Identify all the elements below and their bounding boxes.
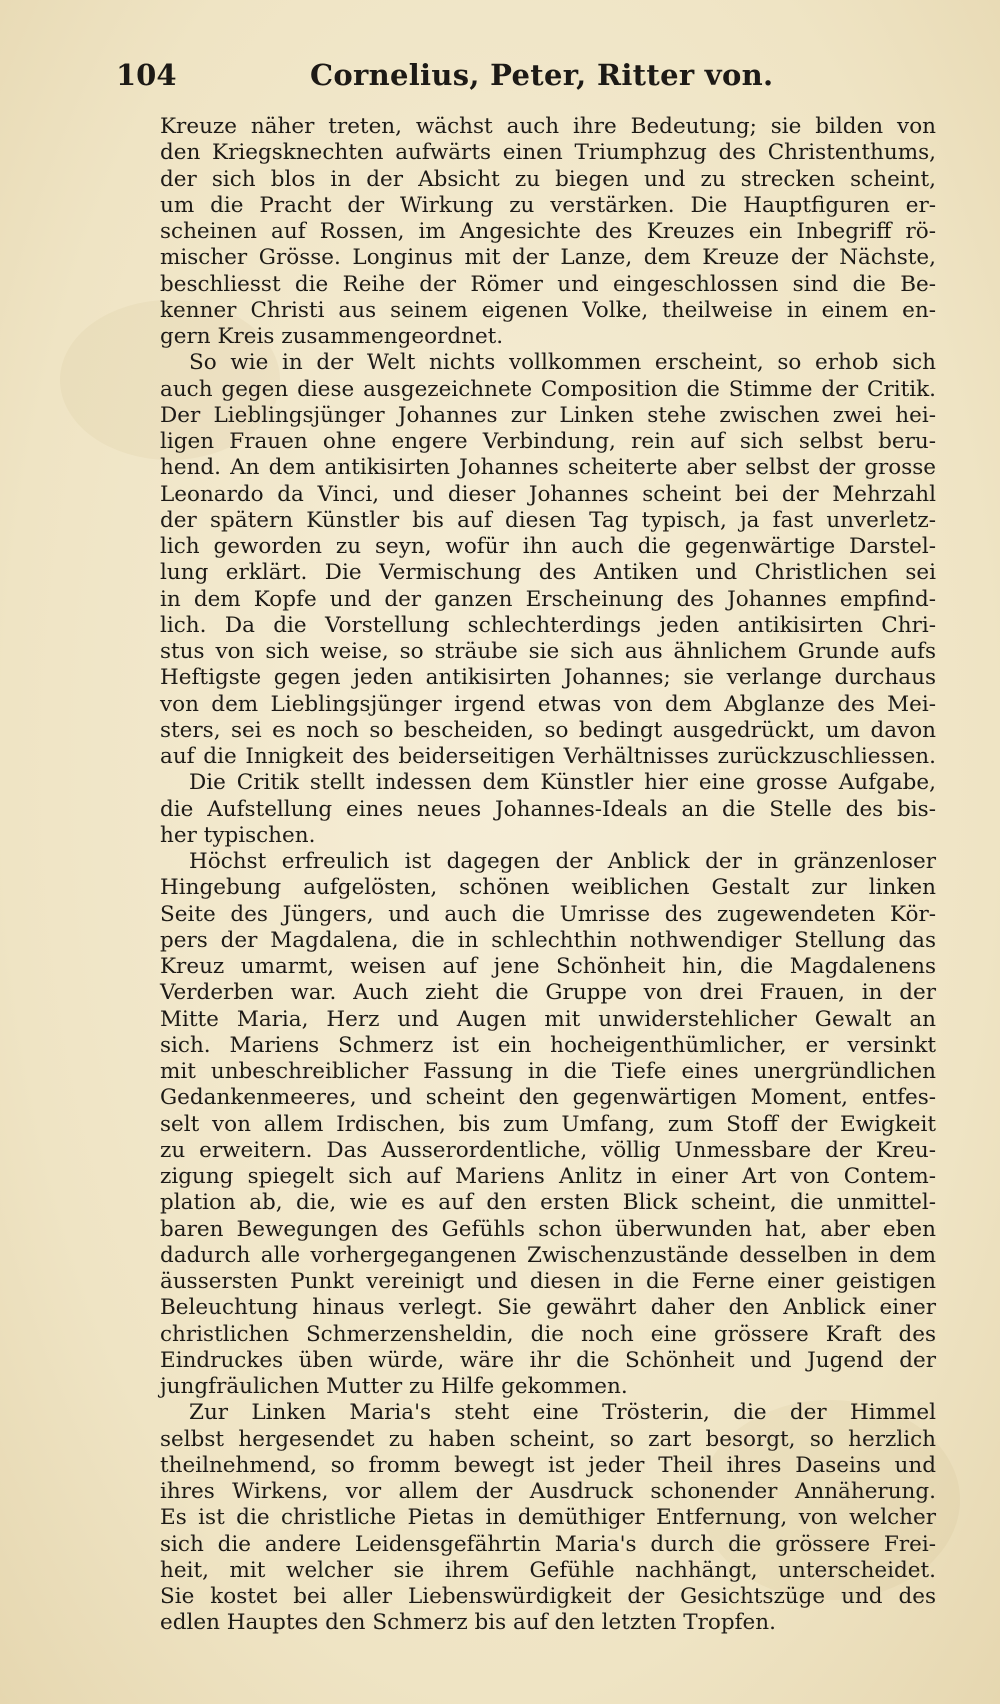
text-line: dadurch alle vorhergegangenen Zwischenzustände desselben in dem: [160, 1242, 936, 1268]
text-line: Der Lieblingsjünger Johannes zur Linken stehe zwischen zwei hei-: [160, 402, 936, 428]
text-line: Es ist die christliche Pietas in demüthiger Entfernung, von welcher: [160, 1505, 936, 1531]
text-line: sters, sei es noch so bescheiden, so bedingt ausgedrückt, um davon: [160, 717, 936, 743]
text-line: scheinen auf Rossen, im Angesichte des Kreuzes ein Inbegriff rö-: [160, 219, 936, 244]
text-line: der sich blos in der Absicht zu biegen und zu strecken scheint,: [160, 166, 936, 192]
text-line: zigung spiegelt sich auf Mariens Anlitz in einer Art von Contem-: [160, 1164, 936, 1189]
text-line: Mitte Maria, Herz und Augen mit unwiderstehlicher Gewalt an: [160, 1006, 936, 1032]
running-head: Cornelius, Peter, Ritter von.: [310, 58, 774, 92]
text-line: Kreuze näher treten, wächst auch ihre Bedeutung; sie bilden von: [160, 114, 936, 139]
body-text: [160, 114, 936, 1637]
text-line: die Aufstellung eines neues Johannes-Ideals an die Stelle des bis-: [160, 796, 936, 822]
text-line: jungfräulichen Mutter zu Hilfe gekommen.: [160, 1374, 628, 1399]
text-line: lich geworden zu seyn, wofür ihn auch die gegenwärtige Darstel-: [160, 534, 936, 559]
text-line: lich. Da die Vorstellung schlechterdings jeden antikisirten Chri-: [160, 612, 936, 638]
text-line: Eindruckes üben würde, wäre ihr die Schönheit und Jugend der: [160, 1347, 936, 1373]
text-line: auch gegen diese ausgezeichnete Composition die Stimme der Critik.: [160, 376, 936, 402]
text-line: heit, mit welcher sie ihrem Gefühle nachhängt, unterscheidet.: [160, 1557, 936, 1583]
text-line: um die Pracht der Wirkung zu verstärken. Die Hauptfiguren er-: [160, 192, 936, 218]
text-line: selt von allem Irdischen, bis zum Umfang, zum Stoff der Ewigkeit: [160, 1111, 936, 1137]
text-line: Sie kostet bei aller Liebenswürdigkeit der Gesichtszüge und des: [160, 1584, 936, 1609]
text-line: Die Critik stellt indessen dem Künstler hier eine grosse Aufgabe,: [189, 770, 936, 796]
text-line: Leonardo da Vinci, und dieser Johannes scheint bei der Mehrzahl: [160, 481, 936, 507]
text-line: gern Kreis zusammengeordnet.: [160, 324, 504, 349]
text-line: her typischen.: [160, 822, 316, 848]
text-line: Verderben war. Auch zieht die Gruppe von drei Frauen, in der: [160, 980, 936, 1006]
text-line: ihres Wirkens, vor allem der Ausdruck schonender Annäherung.: [160, 1479, 936, 1504]
text-line: zu erweitern. Das Ausserordentliche, völlig Unmessbare der Kreu-: [160, 1137, 936, 1163]
text-line: in dem Kopfe und der ganzen Erscheinung des Johannes empfind-: [160, 586, 936, 612]
text-line: edlen Hauptes den Schmerz bis auf den letzten Tropfen.: [160, 1610, 776, 1636]
text-line: äussersten Punkt vereinigt und diesen in die Ferne einer geistigen: [160, 1269, 936, 1294]
text-line: kenner Christi aus seinem eigenen Volke, theilweise in einem en-: [160, 297, 936, 323]
text-line: mischer Grösse. Longinus mit der Lanze, dem Kreuze der Nächste,: [160, 245, 936, 271]
text-line: beschliesst die Reihe der Römer und eingeschlossen sind die Be-: [160, 271, 936, 297]
text-line: ligen Frauen ohne engere Verbindung, rein auf sich selbst beru-: [160, 429, 936, 454]
text-line: den Kriegsknechten aufwärts einen Triumphzug des Christenthums,: [160, 140, 936, 166]
text-line: selbst hergesendet zu haben scheint, so zart besorgt, so herzlich: [160, 1426, 936, 1452]
page-header: [116, 58, 916, 98]
text-line: stus von sich weise, so sträube sie sich aus ähnlichem Grunde aufs: [160, 639, 936, 664]
text-line: mit unbeschreiblicher Fassung in die Tiefe eines unergründlichen: [160, 1059, 936, 1084]
text-line: sich die andere Leidensgefährtin Maria's durch die grössere Frei-: [160, 1531, 936, 1557]
text-line: sich. Mariens Schmerz ist ein hocheigenthümlicher, er versinkt: [160, 1032, 936, 1058]
text-line: Beleuchtung hinaus verlegt. Sie gewährt daher den Anblick einer: [160, 1295, 936, 1321]
text-line: hend. An dem antikisirten Johannes scheiterte aber selbst der grosse: [160, 455, 936, 481]
text-line: Seite des Jüngers, und auch die Umrisse des zugewendeten Kör-: [160, 901, 936, 927]
page-number: 104: [116, 58, 177, 92]
text-line: lung erklärt. Die Vermischung des Antiken und Christlichen sei: [160, 560, 936, 586]
text-line: Heftigste gegen jeden antikisirten Johannes; sie verlange durchaus: [160, 665, 936, 691]
text-line: auf die Innigkeit des beiderseitigen Verhältnisses zurückzuschliessen.: [160, 744, 936, 769]
text-line: Zur Linken Maria's steht eine Trösterin, die der Himmel: [189, 1400, 936, 1426]
text-line: Höchst erfreulich ist dagegen der Anblick der in gränzenloser: [189, 849, 936, 874]
text-line: baren Bewegungen des Gefühls schon überwunden hat, aber eben: [160, 1216, 936, 1242]
text-line: Hingebung aufgelösten, schönen weiblichen Gestalt zur linken: [160, 875, 936, 901]
text-line: So wie in der Welt nichts vollkommen erscheint, so erhob sich: [189, 350, 936, 376]
text-line: Kreuz umarmt, weisen auf jene Schönheit hin, die Magdalenens: [160, 954, 936, 979]
text-line: theilnehmend, so fromm bewegt ist jeder Theil ihres Daseins und: [160, 1452, 936, 1478]
text-line: der spätern Künstler bis auf diesen Tag typisch, ja fast unverletz-: [160, 507, 936, 533]
text-line: christlichen Schmerzensheldin, die noch eine grössere Kraft des: [160, 1321, 936, 1347]
text-line: plation ab, die, wie es auf den ersten Blick scheint, die unmittel-: [160, 1190, 936, 1216]
text-line: von dem Lieblingsjünger irgend etwas von dem Abglanze des Mei-: [160, 691, 936, 717]
text-line: Gedankenmeeres, und scheint den gegenwärtigen Moment, entfes-: [160, 1085, 936, 1111]
text-line: pers der Magdalena, die in schlechthin nothwendiger Stellung das: [160, 927, 936, 953]
